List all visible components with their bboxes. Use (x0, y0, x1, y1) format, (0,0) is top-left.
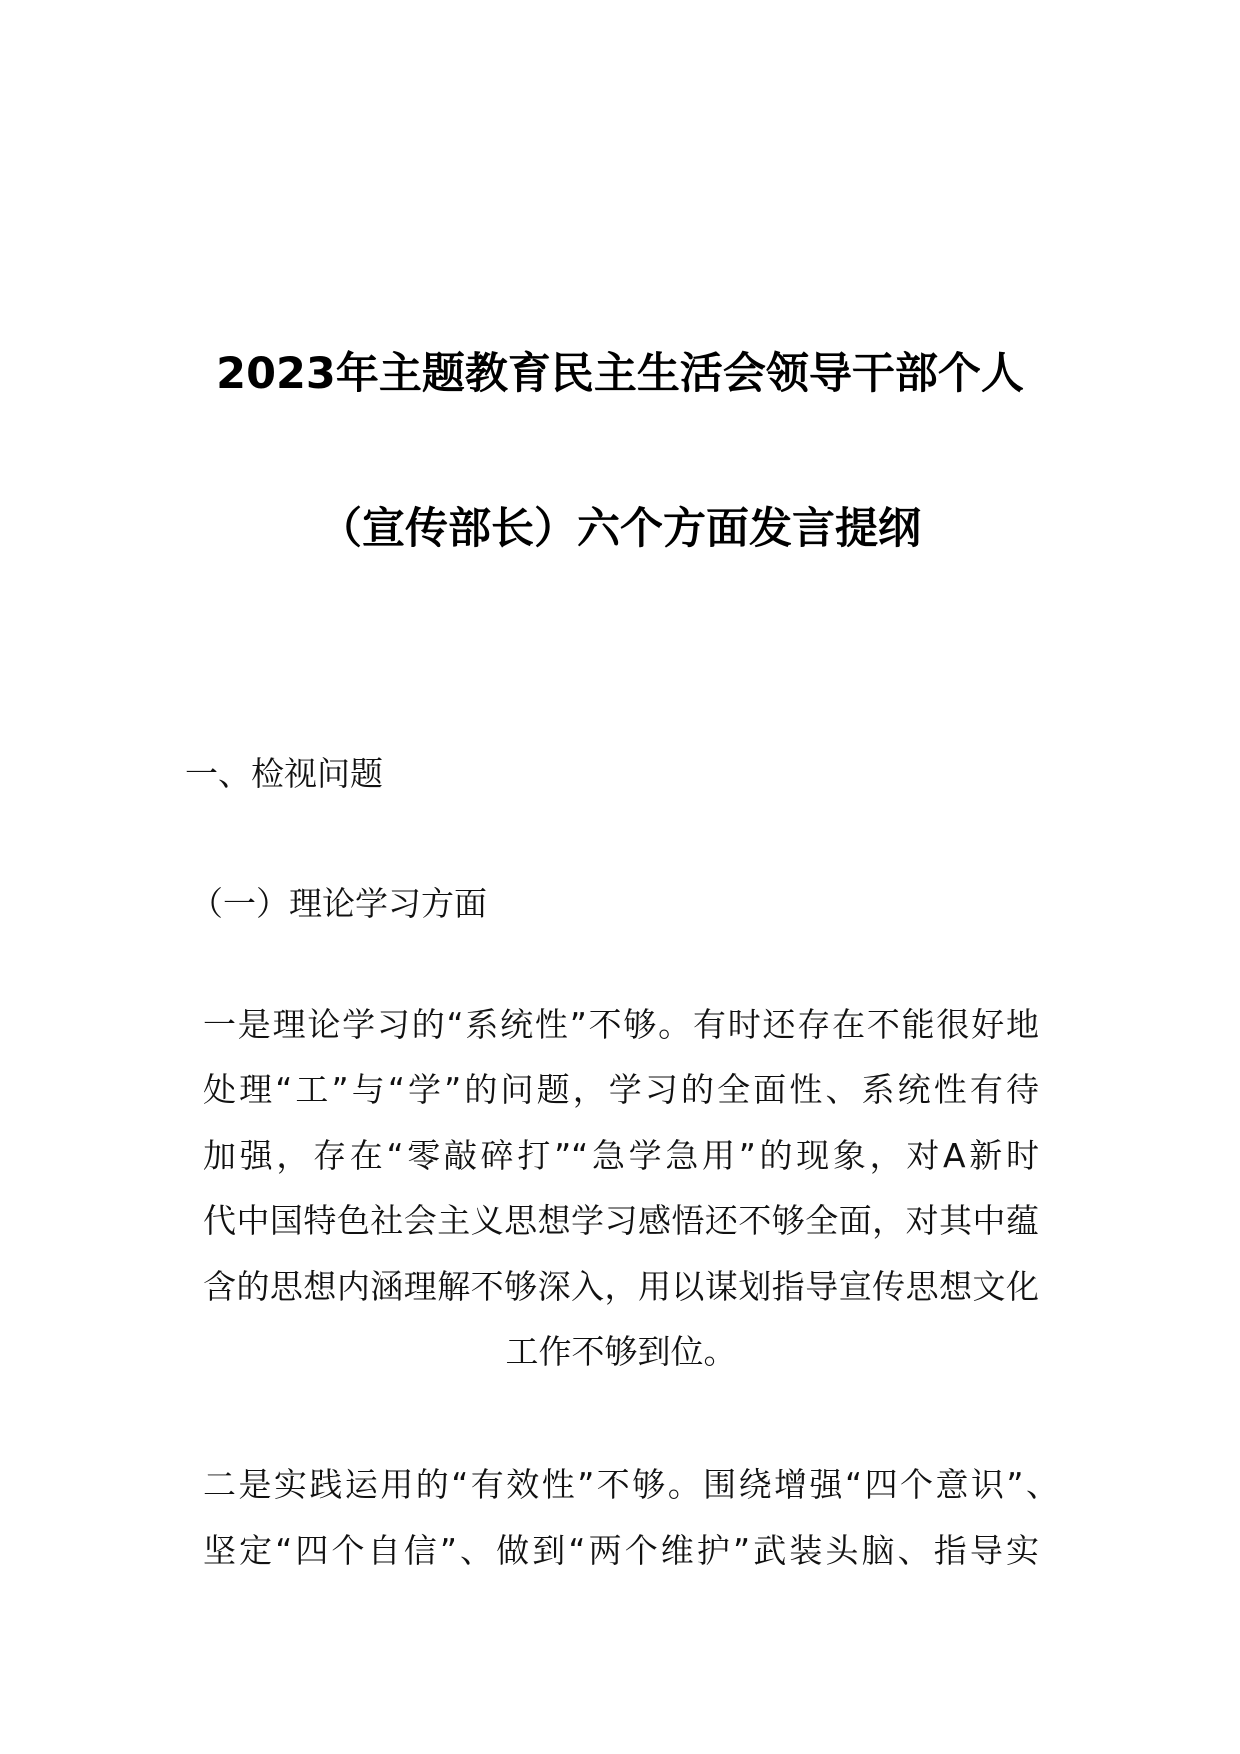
document-title-line-2: （宣传部长）六个方面发言提纲 (319, 504, 921, 554)
paragraph-line: 一是理论学习的“系统性”不够。有时还存在不能很好地 (203, 1005, 1039, 1044)
paragraph-line: 坚定“四个自信”、做到“两个维护”武装头脑、指导实 (203, 1531, 1039, 1570)
document-title-line-1: 2023年主题教育民主生活会领导干部个人 (216, 349, 1024, 399)
section-heading: 一、检视问题 (185, 754, 383, 793)
paragraph-line: 处理“工”与“学”的问题，学习的全面性、系统性有待 (203, 1070, 1039, 1109)
paragraph-line: 工作不够到位。 (505, 1332, 737, 1371)
subsection-heading: （一）理论学习方面 (190, 884, 487, 923)
paragraph-line: 二是实践运用的“有效性”不够。围绕增强“四个意识”、 (203, 1465, 1059, 1504)
paragraph-line: 代中国特色社会主义思想学习感悟还不够全面，对其中蕴 (203, 1201, 1039, 1240)
paragraph-line: 含的思想内涵理解不够深入，用以谋划指导宣传思想文化 (203, 1267, 1039, 1306)
paragraph-line: 加强，存在“零敲碎打”“急学急用”的现象，对A新时 (203, 1136, 1039, 1175)
